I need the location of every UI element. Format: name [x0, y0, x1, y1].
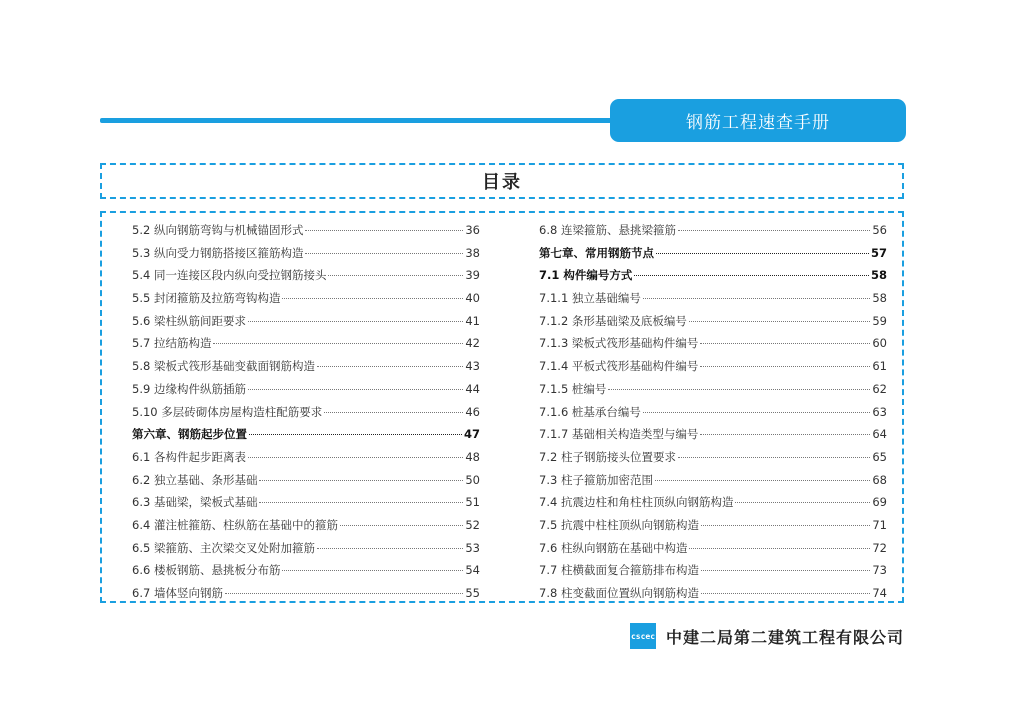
toc-entry-title: 5.4 同一连接区段内纵向受拉钢筋接头 — [132, 268, 327, 283]
toc-entry-title: 6.6 楼板钢筋、悬挑板分布筋 — [132, 563, 281, 578]
toc-entry[interactable] — [132, 401, 480, 424]
dot-leader — [249, 434, 462, 435]
toc-header-box — [100, 163, 904, 199]
company-name: 中建二局第二建筑工程有限公司 — [666, 627, 905, 647]
dot-leader — [700, 343, 870, 344]
toc-entry-page: 62 — [872, 381, 887, 396]
dot-leader — [259, 502, 463, 503]
toc-entry-title: 5.2 纵向钢筋弯钩与机械锚固形式 — [132, 223, 304, 237]
dot-leader — [282, 570, 463, 571]
dot-leader — [700, 366, 870, 367]
toc-entry-page: 58 — [872, 291, 887, 306]
toc-right-column — [539, 219, 887, 605]
dot-leader — [689, 321, 870, 322]
toc-entry-title: 7.1.3 梁板式筏形基础构件编号 — [539, 336, 699, 351]
toc-entry-page: 40 — [465, 291, 480, 306]
toc-entry-title: 7.6 柱纵向钢筋在基础中构造 — [539, 540, 688, 555]
toc-entry-page: 55 — [465, 586, 480, 600]
toc-entry[interactable] — [539, 514, 887, 537]
toc-entry-title: 7.4 抗震边柱和角柱柱顶纵向钢筋构造 — [539, 495, 734, 510]
dot-leader — [656, 253, 869, 254]
toc-entry-title: 7.2 柱子钢筋接头位置要求 — [539, 449, 676, 464]
toc-entry[interactable] — [539, 401, 887, 424]
toc-entry[interactable] — [539, 242, 887, 265]
toc-entry-title: 7.1.5 桩编号 — [539, 381, 607, 396]
toc-entry[interactable] — [132, 355, 480, 378]
toc-entry-page: 44 — [465, 381, 480, 396]
toc-entry[interactable] — [132, 537, 480, 560]
toc-entry[interactable] — [132, 582, 480, 605]
book-title-tab — [610, 99, 906, 142]
toc-entry-page: 57 — [870, 245, 887, 260]
dot-leader — [655, 480, 870, 481]
toc-entry[interactable] — [539, 423, 887, 446]
toc-entry-page: 38 — [465, 245, 480, 260]
dot-leader — [340, 525, 463, 526]
dot-leader — [643, 298, 870, 299]
toc-entry[interactable] — [539, 491, 887, 514]
book-title: 钢筋工程速查手册 — [686, 113, 830, 133]
dot-leader — [248, 389, 463, 390]
toc-entry-title: 7.1.7 基础相关构造类型与编号 — [539, 427, 699, 442]
toc-entry[interactable] — [132, 423, 480, 446]
toc-entry-page: 59 — [872, 313, 887, 328]
toc-title: 目录 — [482, 172, 522, 193]
toc-entry[interactable] — [539, 446, 887, 469]
toc-entry-page: 42 — [465, 336, 480, 351]
toc-entry-page: 68 — [872, 472, 887, 487]
toc-entry-title: 7.7 柱横截面复合箍筋排布构造 — [539, 563, 699, 578]
dot-leader — [328, 275, 463, 276]
toc-entry-title: 7.1.4 平板式筏形基础构件编号 — [539, 359, 699, 374]
toc-body — [100, 211, 904, 603]
toc-entry-title: 6.7 墙体竖向钢筋 — [132, 586, 223, 600]
dot-leader — [259, 480, 463, 481]
toc-entry[interactable] — [539, 332, 887, 355]
toc-entry-page: 60 — [872, 336, 887, 351]
toc-entry-title: 5.3 纵向受力钢筋搭接区箍筋构造 — [132, 245, 304, 260]
dot-leader — [305, 253, 463, 254]
toc-entry[interactable] — [132, 378, 480, 401]
toc-entry[interactable] — [132, 310, 480, 333]
toc-entry[interactable] — [539, 537, 887, 560]
toc-entry-page: 36 — [465, 223, 480, 237]
toc-entry-page: 69 — [872, 495, 887, 510]
toc-entry-title: 7.1.6 桩基承台编号 — [539, 404, 641, 419]
toc-entry-title: 7.1.1 独立基础编号 — [539, 291, 641, 306]
header-rule — [100, 118, 620, 123]
dot-leader — [213, 343, 463, 344]
toc-entry[interactable] — [132, 514, 480, 537]
dot-leader — [248, 457, 463, 458]
dot-leader — [701, 593, 870, 594]
toc-entry-page: 54 — [465, 563, 480, 578]
toc-entry-page: 61 — [872, 359, 887, 374]
toc-entry-title: 7.5 抗震中柱柱顶纵向钢筋构造 — [539, 517, 699, 532]
toc-entry-title: 6.8 连梁箍筋、悬挑梁箍筋 — [539, 223, 676, 237]
toc-entry-title: 7.3 柱子箍筋加密范围 — [539, 472, 653, 487]
dot-leader — [248, 321, 463, 322]
toc-entry-title: 6.5 梁箍筋、主次梁交叉处附加箍筋 — [132, 540, 315, 555]
toc-entry[interactable] — [539, 355, 887, 378]
toc-entry-page: 74 — [872, 586, 887, 600]
toc-entry[interactable] — [539, 310, 887, 333]
toc-entry[interactable] — [132, 219, 480, 242]
toc-entry-page: 43 — [465, 359, 480, 374]
toc-entry-title: 6.2 独立基础、条形基础 — [132, 472, 258, 487]
toc-entry-page: 51 — [465, 495, 480, 510]
toc-entry-title: 第七章、常用钢筋节点 — [539, 245, 654, 260]
dot-leader — [700, 434, 870, 435]
toc-entry-page: 53 — [465, 540, 480, 555]
toc-entry-page: 65 — [872, 449, 887, 464]
toc-entry-title: 7.1 构件编号方式 — [539, 268, 633, 283]
toc-entry-page: 63 — [872, 404, 887, 419]
toc-entry-title: 6.1 各构件起步距离表 — [132, 449, 246, 464]
toc-entry-title: 第六章、钢筋起步位置 — [132, 427, 247, 442]
toc-entry-page: 46 — [465, 404, 480, 419]
toc-entry[interactable] — [132, 242, 480, 265]
toc-entry-title: 5.7 拉结筋构造 — [132, 336, 212, 351]
toc-entry-page: 71 — [872, 517, 887, 532]
dot-leader — [689, 548, 870, 549]
toc-entry[interactable] — [132, 287, 480, 310]
toc-entry-page: 47 — [463, 427, 480, 442]
toc-entry-page: 58 — [870, 268, 887, 283]
toc-entry-page: 52 — [465, 517, 480, 532]
toc-entry[interactable] — [132, 446, 480, 469]
toc-entry[interactable] — [132, 491, 480, 514]
dot-leader — [305, 230, 463, 231]
toc-entry-title: 6.4 灌注桩箍筋、柱纵筋在基础中的箍筋 — [132, 517, 338, 532]
toc-entry-page: 73 — [872, 563, 887, 578]
toc-entry-title: 5.9 边缘构件纵筋插筋 — [132, 381, 246, 396]
toc-entry[interactable] — [539, 559, 887, 582]
dot-leader — [701, 525, 870, 526]
dot-leader — [735, 502, 870, 503]
dot-leader — [701, 570, 870, 571]
toc-entry-title: 6.3 基础梁，梁板式基础 — [132, 495, 258, 510]
toc-entry[interactable] — [539, 582, 887, 605]
dot-leader — [678, 457, 870, 458]
toc-entry-page: 72 — [872, 540, 887, 555]
toc-entry-title: 7.1.2 条形基础梁及底板编号 — [539, 313, 687, 328]
toc-entry[interactable] — [132, 559, 480, 582]
toc-entry-page: 48 — [465, 449, 480, 464]
logo-text: cscec — [630, 631, 656, 641]
toc-entry[interactable] — [539, 219, 887, 242]
toc-entry[interactable] — [132, 264, 480, 287]
toc-entry-title: 5.6 梁柱纵筋间距要求 — [132, 313, 246, 328]
toc-entry[interactable] — [539, 469, 887, 492]
dot-leader — [634, 275, 869, 276]
toc-entry-title: 7.8 柱变截面位置纵向钢筋构造 — [539, 586, 699, 600]
dot-leader — [317, 366, 463, 367]
dot-leader — [643, 412, 870, 413]
dot-leader — [317, 548, 463, 549]
toc-entry-page: 64 — [872, 427, 887, 442]
toc-entry[interactable] — [132, 332, 480, 355]
toc-entry[interactable] — [132, 469, 480, 492]
dot-leader — [324, 412, 463, 413]
toc-entry-title: 5.5 封闭箍筋及拉筋弯钩构造 — [132, 291, 281, 306]
toc-entry-page: 39 — [465, 268, 480, 283]
toc-entry-page: 50 — [465, 472, 480, 487]
toc-entry[interactable] — [539, 378, 887, 401]
dot-leader — [678, 230, 870, 231]
company-logo — [630, 623, 656, 649]
toc-entry[interactable] — [539, 264, 887, 287]
toc-entry-title: 5.10 多层砖砌体房屋构造柱配筋要求 — [132, 404, 323, 419]
dot-leader — [225, 593, 463, 594]
dot-leader — [608, 389, 870, 390]
toc-left-column — [132, 219, 480, 605]
toc-entry-page: 56 — [872, 223, 887, 237]
dot-leader — [282, 298, 463, 299]
footer — [630, 622, 904, 650]
toc-entry[interactable] — [539, 287, 887, 310]
toc-entry-title: 5.8 梁板式筏形基础变截面钢筋构造 — [132, 359, 315, 374]
toc-entry-page: 41 — [465, 313, 480, 328]
